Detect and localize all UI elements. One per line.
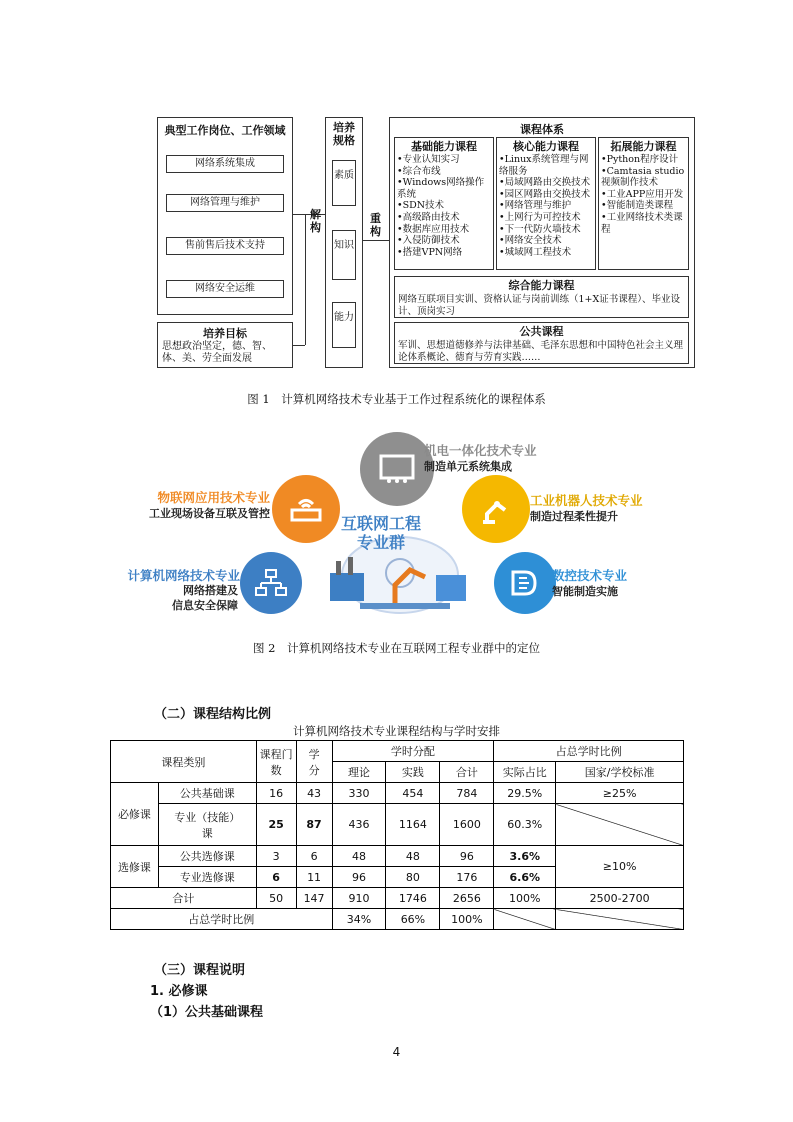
cell: 专业选修课	[158, 867, 256, 888]
list-item: •专业认知实习	[397, 154, 460, 165]
header-cell: 理论	[332, 762, 386, 783]
iot-icon	[272, 475, 340, 543]
cell: 176	[440, 867, 494, 888]
list-item: •网络管理与维护	[499, 200, 572, 212]
list-item: •搭建VPN网络	[397, 246, 463, 258]
comp-title: 综合能力课程	[508, 279, 575, 292]
major-title: 物联网应用技术专业	[157, 490, 270, 505]
header-cell: 课程类别	[111, 741, 257, 783]
major-sub: 网络搭建及	[183, 584, 238, 597]
cell: 1600	[440, 804, 494, 846]
subsection-heading: （1）公共基础课程	[150, 1005, 264, 1020]
spec-item: 能力	[332, 302, 356, 348]
core-box	[496, 137, 596, 270]
cell: 29.5%	[494, 783, 556, 804]
cell: 436	[332, 804, 386, 846]
goal-title: 培养目标	[203, 327, 247, 340]
list-item: •数据库应用技术	[397, 223, 470, 235]
diagonal-cell	[556, 804, 684, 846]
work-item: 网络安全运维	[166, 280, 284, 298]
cell: 公共基础课	[158, 783, 256, 804]
pub-box	[394, 322, 689, 364]
chonggou-label: 重构	[370, 212, 381, 238]
cell: 16	[256, 783, 296, 804]
cell: 784	[440, 783, 494, 804]
header-cell: 学时分配	[332, 741, 494, 762]
diagonal-cell	[494, 909, 556, 930]
cell: 公共选修课	[158, 846, 256, 867]
industrial-robot-icon	[462, 475, 530, 543]
cell: 100%	[440, 909, 494, 930]
list-item: •Python程序设计	[601, 154, 679, 165]
header-text: 学	[308, 747, 320, 761]
list-item: •园区网路由交换技术	[499, 188, 591, 200]
cell: 96	[332, 867, 386, 888]
major-title: 计算机网络技术专业	[127, 568, 240, 583]
course-structure-table	[110, 740, 684, 930]
ext-box	[598, 137, 689, 270]
cell: 合计	[111, 888, 257, 909]
cell: 1164	[386, 804, 440, 846]
table-row	[111, 846, 684, 867]
center-line2: 专业群	[356, 533, 405, 552]
core-list	[497, 154, 595, 258]
list-item: •局域网路由交换技术	[499, 177, 591, 189]
core-title: 核心能力课程	[513, 140, 579, 153]
list-item: •下一代防火墙技术	[499, 223, 581, 235]
cnc-icon	[494, 552, 556, 614]
header-cell: 实际占比	[494, 762, 556, 783]
cell: 2656	[440, 888, 494, 909]
list-item: •综合布线	[397, 165, 441, 177]
major-sub: 信息安全保障	[172, 599, 238, 612]
comp-box	[394, 276, 689, 318]
cell: ≥25%	[556, 783, 684, 804]
major-sub: 制造过程柔性提升	[530, 510, 618, 523]
work-item: 售前售后技术支持	[166, 237, 284, 255]
header-text: 数	[270, 763, 282, 777]
group-cell: 选修课	[111, 846, 159, 888]
spec-title: 培养规格	[333, 121, 355, 147]
header-cell: 国家/学校标准	[556, 762, 684, 783]
connector	[293, 345, 305, 346]
list-item: •网络安全技术	[499, 235, 562, 247]
cell: 147	[296, 888, 332, 909]
cluster-center-label	[338, 514, 424, 552]
center-line1: 互联网工程	[340, 514, 421, 533]
cell: 6	[296, 846, 332, 867]
cell: 96	[440, 846, 494, 867]
cell: 87	[296, 804, 332, 846]
ext-title: 拓展能力课程	[610, 140, 677, 153]
machine-icon	[436, 575, 466, 601]
work-item: 网络管理与维护	[166, 194, 284, 212]
header-cell: 合计	[440, 762, 494, 783]
cell: 6.6%	[494, 867, 556, 888]
header-cell	[256, 741, 296, 783]
cell: 66%	[386, 909, 440, 930]
list-item: •Linux系统管理与网络服务	[499, 154, 589, 177]
comp-text: 网络互联项目实训、资格认证与岗前训练（1+X证书课程）、毕业设计、顶岗实习	[398, 294, 681, 317]
cell: 50	[256, 888, 296, 909]
page-number: 4	[392, 1045, 401, 1059]
cell: 43	[296, 783, 332, 804]
section-heading: （三）课程说明	[154, 963, 246, 978]
cell: 330	[332, 783, 386, 804]
list-item: •入侵防御技术	[397, 235, 460, 247]
cell: 6	[256, 867, 296, 888]
pub-title: 公共课程	[519, 325, 564, 338]
cell: 3.6%	[494, 846, 556, 867]
cell: 占总学时比例	[111, 909, 333, 930]
table-row	[111, 909, 684, 930]
section-heading: （二）课程结构比例	[154, 707, 272, 722]
subsection-heading: 1. 必修课	[150, 984, 208, 999]
cell: ≥10%	[556, 846, 684, 888]
list-item: •SDN技术	[397, 200, 445, 212]
major-title: 机电一体化技术专业	[424, 443, 537, 458]
spec-item: 素质	[332, 160, 356, 206]
fig1-caption: 图 1 计算机网络技术专业基于工作过程系统化的课程体系	[247, 392, 546, 406]
table-header-row	[111, 741, 684, 762]
major-sub: 工业现场设备互联及管控	[149, 507, 270, 520]
system-title: 课程体系	[520, 123, 564, 136]
group-cell: 必修课	[111, 783, 159, 846]
factory-icon	[330, 573, 364, 601]
basic-title: 基础能力课程	[411, 140, 477, 153]
basic-list	[395, 154, 493, 258]
major-sub: 制造单元系统集成	[424, 460, 512, 473]
list-item: •Camtasia studio视频制作技术	[601, 165, 685, 189]
header-cell	[296, 741, 332, 783]
cell: 454	[386, 783, 440, 804]
major-title: 工业机器人技术专业	[530, 493, 643, 508]
cell: 80	[386, 867, 440, 888]
list-item: •城域网工程技术	[499, 246, 572, 258]
ext-list	[599, 154, 688, 235]
header-text: 分	[308, 763, 320, 777]
list-item: •工业APP应用开发	[601, 188, 684, 200]
table-row	[111, 783, 684, 804]
cell: 3	[256, 846, 296, 867]
major-sub: 智能制造实施	[552, 585, 618, 598]
cell: 910	[332, 888, 386, 909]
cell: 60.3%	[494, 804, 556, 846]
header-text: 课程门	[259, 747, 293, 761]
cell: 1746	[386, 888, 440, 909]
goal-text: 思想政治坚定，德、智、体、美、劳全面发展	[162, 341, 272, 365]
connector	[305, 214, 306, 345]
table-row	[111, 888, 684, 909]
cell: 2500-2700	[556, 888, 684, 909]
pub-text: 军训、思想道德修养与法律基础、毛泽东思想和中国特色社会主义理论体系概论、德育与劳育实践……	[398, 340, 684, 363]
table-title: 计算机网络技术专业课程结构与学时安排	[293, 724, 500, 738]
work-title: 典型工作岗位、工作领域	[164, 124, 286, 137]
network-icon	[240, 552, 302, 614]
jiegou-label: 解构	[310, 208, 321, 234]
cell: 34%	[332, 909, 386, 930]
major-title: 数控技术专业	[552, 568, 628, 583]
basic-box	[394, 137, 494, 270]
cell: 100%	[494, 888, 556, 909]
list-item: •Windows网络操作系统	[397, 177, 485, 200]
list-item: •智能制造类课程	[601, 200, 674, 212]
spec-item: 知识	[332, 230, 356, 280]
cell-text: 专业（技能）	[174, 810, 241, 824]
cell-text: 课	[201, 826, 213, 840]
header-cell: 实践	[386, 762, 440, 783]
cell: 48	[332, 846, 386, 867]
cell: 25	[256, 804, 296, 846]
list-item: •工业网络技术类课程	[601, 211, 683, 235]
diagonal-cell	[556, 909, 684, 930]
goal-box	[157, 322, 293, 368]
cell	[158, 804, 256, 846]
work-item: 网络系统集成	[166, 155, 284, 173]
cell: 11	[296, 867, 332, 888]
mechatronics-icon	[360, 432, 434, 506]
cell: 48	[386, 846, 440, 867]
header-cell: 占总学时比例	[494, 741, 684, 762]
list-item: •高级路由技术	[397, 211, 460, 223]
table-row	[111, 804, 684, 846]
fig2-caption: 图 2 计算机网络技术专业在互联网工程专业群中的定位	[253, 641, 540, 655]
list-item: •上网行为可控技术	[499, 211, 581, 223]
